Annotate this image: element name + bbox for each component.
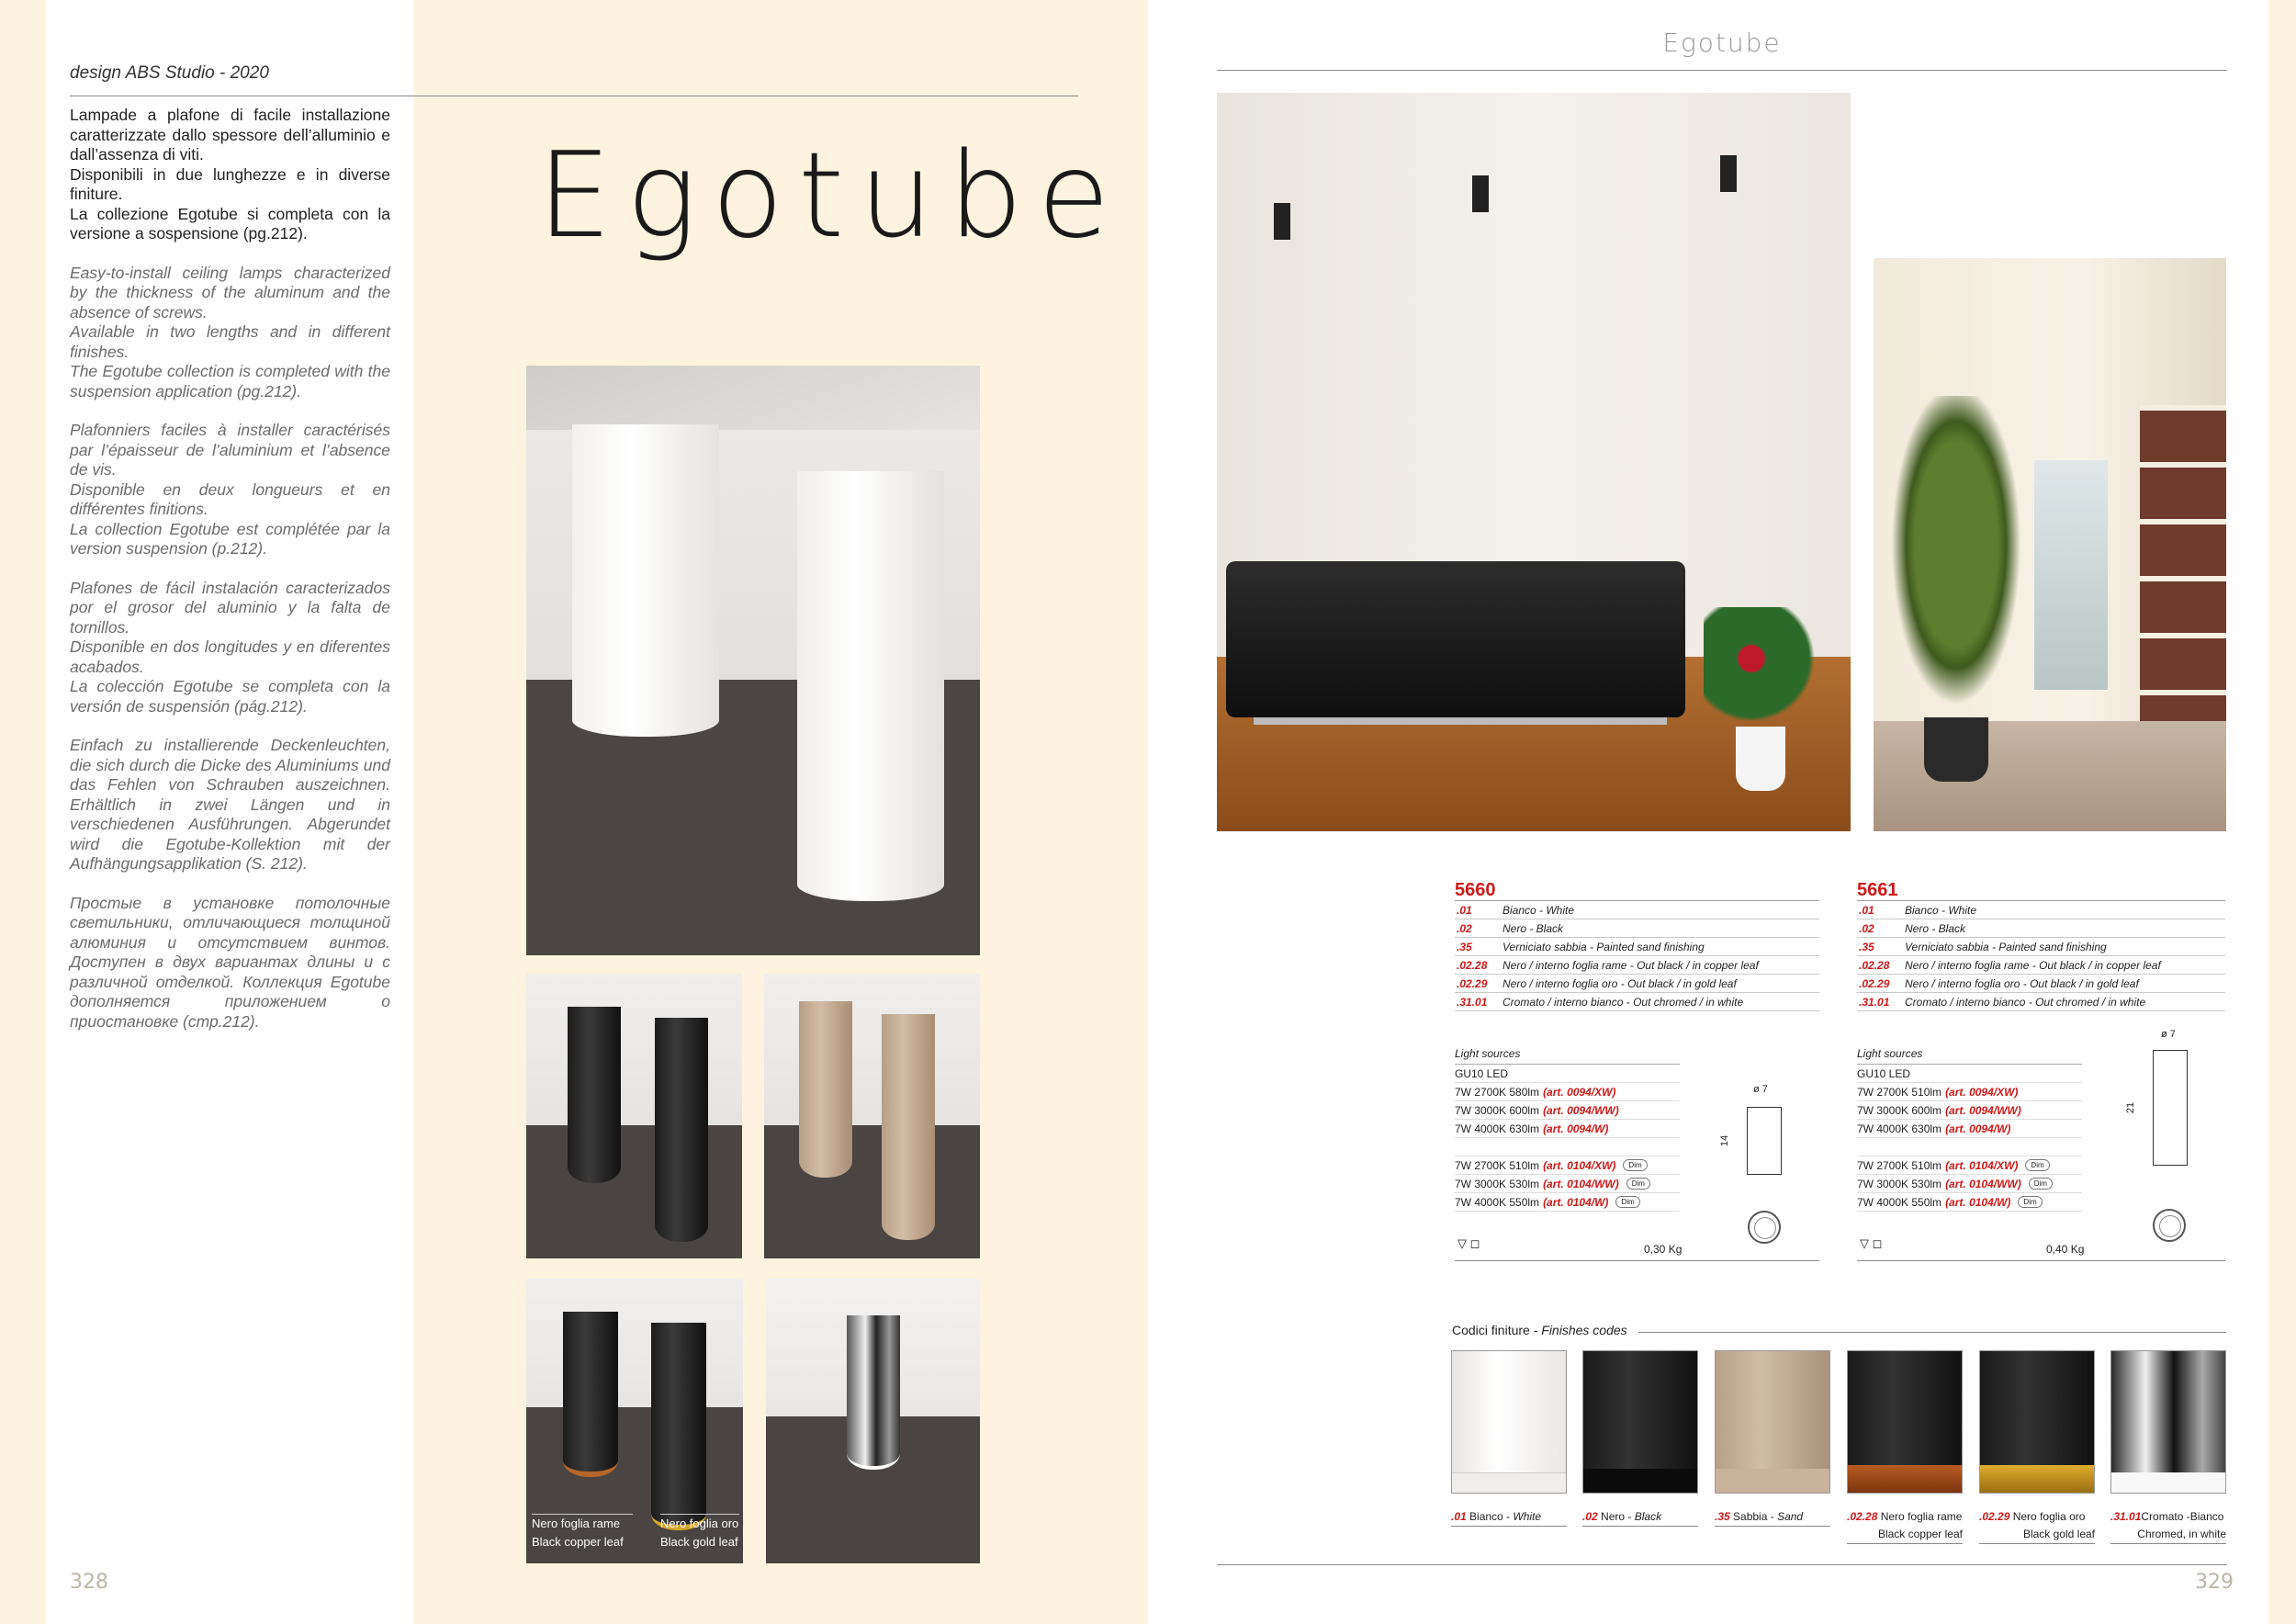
finish-row: [1455, 919, 1819, 938]
swatch-code: .01: [1451, 1510, 1467, 1523]
sofa-leg: [1254, 717, 1667, 725]
paragraph-ru: Простые в установке потолочные светильники, отличающиеся толщиной алюминия и отсутствием винтов. Доступен в двух вариантах длины и с различной отделкой. Коллекция Egotube дополняется приложением о приостановке (стр.212).: [70, 893, 390, 1031]
finish-label: Cromato / interno bianco - Out chromed / in white: [1503, 995, 1744, 1009]
description-column: [70, 106, 390, 1051]
photo-living-room: [1217, 93, 1851, 831]
photo-chrome-tube: [766, 1279, 980, 1563]
swatch-bottom-rim: [1980, 1465, 2095, 1493]
swatch-name-en: Black: [1634, 1510, 1662, 1523]
swatch-bottom-rim: [1583, 1469, 1698, 1493]
black-tube-short: [568, 1007, 621, 1183]
lamp-type: GU10 LED: [1455, 1065, 1680, 1083]
finish-label: Nero / interno foglia rame - Out black / in copper leaf: [1905, 958, 2161, 972]
sand-tube-long: [882, 1014, 935, 1240]
finish-code: .35: [1457, 940, 1472, 953]
finish-code: .01: [1859, 903, 1874, 917]
finish-code: .02: [1859, 921, 1874, 935]
page-number-right: 329: [2195, 1571, 2234, 1594]
tree-pot: [1924, 717, 1988, 782]
height-5661: 21: [2125, 1101, 2137, 1114]
dimmable-badge: Dim: [2029, 1178, 2053, 1190]
tree: [1883, 396, 2030, 727]
floor: [526, 1125, 742, 1258]
plant-pot: [1736, 727, 1785, 791]
source-art: (art. 0104/XW): [1945, 1158, 2019, 1172]
finish-code: .02.28: [1457, 958, 1488, 972]
swatch-bottom-rim: [1452, 1472, 1567, 1493]
swatch-label-gold: [1979, 1508, 2095, 1544]
swatch-label-sand: [1715, 1508, 1830, 1527]
light-sources-label: Light sources: [1455, 1047, 1680, 1065]
finish-row: [1857, 919, 2225, 938]
finish-row: [1455, 938, 1819, 956]
light-sources-label: Light sources: [1857, 1047, 2082, 1065]
black-tube-long: [655, 1018, 708, 1242]
finishes-codes-label-en: Finishes codes: [1541, 1323, 1627, 1337]
source-spec: 7W 2700K 510lm: [1455, 1158, 1540, 1172]
finishes-table-5660: [1455, 900, 1819, 1011]
swatch-bottom-rim: [1848, 1465, 1963, 1493]
swatch-name-en: Black copper leaf: [1877, 1528, 1963, 1540]
source-art: (art. 0094/WW): [1543, 1103, 1619, 1117]
right-header-rule: [1217, 70, 2227, 71]
finish-row: [1857, 975, 2225, 993]
source-spec: 7W 3000K 530lm: [1455, 1177, 1540, 1190]
finish-label: Bianco - White: [1503, 903, 1575, 917]
dimmable-badge: Dim: [2025, 1159, 2049, 1171]
finish-label: Nero / interno foglia rame - Out black / in copper leaf: [1503, 958, 1759, 972]
ceiling-spot-2: [1472, 175, 1489, 212]
f-triangle-icon: ▽: [1458, 1236, 1467, 1250]
source-row: [1857, 1120, 2082, 1138]
finish-label: Verniciato sabbia - Painted sand finishing: [1905, 940, 2107, 953]
source-row: [1455, 1175, 1680, 1193]
swatch-code: .31.01: [2110, 1510, 2142, 1523]
source-spec: 7W 3000K 600lm: [1455, 1103, 1540, 1117]
swatch-chrome: [2110, 1350, 2226, 1494]
photo-sand-tubes: [764, 974, 980, 1258]
finish-code: .02.28: [1859, 958, 1890, 972]
swatch-name: Nero -: [1601, 1510, 1635, 1523]
finish-row: [1455, 901, 1819, 919]
source-spec: 7W 2700K 510lm: [1857, 1158, 1942, 1172]
dimmable-badge: Dim: [2018, 1196, 2042, 1208]
finish-label: Nero / interno foglia oro - Out black / in gold leaf: [1905, 976, 2139, 990]
source-spec: 7W 2700K 580lm: [1455, 1085, 1540, 1099]
swatch-name: Sabbia -: [1733, 1510, 1778, 1523]
dimension-drawing-5660: [1747, 1107, 1782, 1175]
swatch-name: Nero foglia oro: [2012, 1510, 2086, 1523]
finish-label: Bianco - White: [1905, 903, 1977, 917]
source-spec: 7W 3000K 530lm: [1857, 1177, 1942, 1190]
source-spec: 7W 4000K 550lm: [1455, 1195, 1540, 1209]
source-row: [1455, 1101, 1680, 1120]
sand-tube-short: [799, 1001, 852, 1178]
source-art: (art. 0094/XW): [1945, 1085, 2019, 1099]
finish-row: [1455, 993, 1819, 1011]
product-title: Egotube: [537, 128, 1125, 265]
paragraph-de: Einfach zu installierende Deckenleuchten, die sich durch die Dicke des Aluminiums und das Fehlen von Schrauben auszeichnen. Erhältlich in zwei Längen und in verschiedenen Ausführungen. Abgerundet wird die Egotube-Kollektion mit der Aufhängungsapplikation (S. 212).: [70, 736, 390, 873]
ceiling: [526, 366, 980, 430]
caption-gold-en: Black gold leaf: [660, 1535, 738, 1549]
right-footer-rule: [1217, 1564, 2227, 1565]
finish-row: [1857, 956, 2225, 975]
ceiling-spot-1: [1274, 203, 1290, 240]
chrome-tube: [847, 1315, 900, 1470]
white-tube-short: [572, 424, 719, 737]
design-credit: design ABS Studio - 2020: [70, 63, 269, 83]
swatch-name: Cromato -Bianco: [2141, 1510, 2224, 1523]
swatch-gold: [1979, 1350, 2095, 1494]
swatch-bottom-rim: [2111, 1472, 2226, 1493]
caption-copper-it: Nero foglia rame: [532, 1517, 621, 1530]
swatch-copper: [1847, 1350, 1963, 1494]
swatch-code: .02.29: [1979, 1510, 2010, 1523]
photo-black-tubes: [526, 974, 742, 1258]
source-spec: 7W 4000K 550lm: [1857, 1195, 1942, 1209]
swatch-label-white: [1451, 1508, 1567, 1527]
light-sources-5661: [1857, 1047, 2082, 1212]
source-row: [1455, 1156, 1680, 1175]
finishes-codes-rule: [1638, 1332, 2226, 1333]
swatch-sand: [1715, 1350, 1830, 1494]
rating-icons-5661: [1860, 1236, 1882, 1251]
finish-code: .31.01: [1457, 995, 1488, 1009]
window: [2034, 460, 2108, 690]
finish-code: .02.29: [1457, 976, 1488, 990]
source-art: (art. 0094/WW): [1945, 1103, 2021, 1117]
weight-5660: 0,30 Kg: [1644, 1243, 1683, 1256]
f-triangle-icon: ▽: [1860, 1236, 1869, 1250]
swatch-bottom-rim: [1716, 1469, 1830, 1493]
class2-square-icon: ◻: [1469, 1236, 1480, 1250]
caption-copper: [532, 1514, 633, 1551]
swatch-label-copper: [1847, 1508, 1963, 1544]
top-view-5660-icon: [1748, 1211, 1781, 1244]
source-row: [1857, 1175, 2082, 1193]
source-row: [1455, 1120, 1680, 1138]
hero-photo-white-tubes: [526, 366, 980, 955]
diameter-5660: ø 7: [1753, 1084, 1768, 1095]
finish-row: [1857, 901, 2225, 919]
source-row: [1857, 1193, 2082, 1212]
finish-label: Nero / interno foglia oro - Out black / in gold leaf: [1503, 976, 1737, 990]
source-art: (art. 0104/XW): [1543, 1158, 1616, 1172]
source-art: (art. 0094/W): [1543, 1122, 1609, 1135]
swatch-label-chrome: [2110, 1508, 2226, 1544]
lamp-type: GU10 LED: [1857, 1065, 2082, 1083]
photo-corridor: [1874, 258, 2226, 831]
finish-code: .02: [1457, 921, 1472, 935]
weight-5661: 0,40 Kg: [2046, 1243, 2085, 1256]
product-code-5660: 5660: [1455, 880, 1496, 900]
swatch-code: .35: [1715, 1510, 1730, 1523]
finish-code: .01: [1457, 903, 1472, 917]
product-code-5661: 5661: [1857, 880, 1898, 900]
gold-leaf-tube: [651, 1323, 706, 1530]
class2-square-icon: ◻: [1872, 1236, 1883, 1250]
finish-code: .35: [1859, 940, 1874, 953]
ceiling-spot-3: [1720, 155, 1737, 192]
source-art: (art. 0094/XW): [1543, 1085, 1616, 1099]
finish-row: [1857, 938, 2225, 956]
paragraph-en: Easy-to-install ceiling lamps characterized by the thickness of the aluminum and the absence of screws. Available in two lengths and in different finishes. The Egotube collection is completed with the suspension application (pg.212).: [70, 263, 390, 400]
swatch-name-en: Chromed, in white: [2137, 1528, 2226, 1540]
finish-label: Cromato / interno bianco - Out chromed / in white: [1905, 995, 2146, 1009]
source-spacer: [1455, 1138, 1680, 1156]
dimmable-badge: Dim: [1623, 1159, 1647, 1171]
source-row: [1857, 1101, 2082, 1120]
swatch-label-black: [1582, 1508, 1698, 1527]
dimmable-badge: Dim: [1626, 1178, 1650, 1190]
photo-copper-gold-tubes: [526, 1279, 743, 1563]
dimension-drawing-5661: [2153, 1050, 2188, 1166]
dimmable-badge: Dim: [1615, 1196, 1639, 1208]
light-sources-5660: [1455, 1047, 1680, 1212]
source-art: (art. 0094/W): [1945, 1122, 2011, 1135]
product-bottom-rule-5660: [1455, 1260, 1819, 1261]
paragraph-fr: Plafonniers faciles à installer caractérisés par l’épaisseur de l’aluminium et l’absence de vis. Disponible en deux longueurs et en différentes finitions. La collection Egotube est complétée par la version suspension (p.212).: [70, 421, 390, 558]
white-tube-long: [797, 471, 944, 901]
source-row: [1455, 1083, 1680, 1101]
source-art: (art. 0104/WW): [1945, 1177, 2021, 1190]
source-art: (art. 0104/W): [1945, 1195, 2011, 1209]
paragraph-it: Lampade a plafone di facile installazione caratterizzate dallo spessore dell’alluminio e dall’assenza di viti. Disponibili in due lunghezze e in diverse finiture. La collezione Egotube si completa con la versione a sospensione (pg.212).: [70, 106, 390, 242]
diameter-5661: ø 7: [2161, 1029, 2176, 1040]
finishes-table-5661: [1857, 900, 2225, 1011]
swatch-name-en: Black gold leaf: [2022, 1528, 2095, 1540]
swatch-name: Nero foglia rame: [1880, 1510, 1963, 1523]
plant-leaves: [1704, 607, 1823, 736]
source-spec: 7W 2700K 510lm: [1857, 1085, 1942, 1099]
header-title: Egotube: [1662, 28, 1782, 58]
black-sofa: [1226, 561, 1685, 717]
caption-copper-en: Black copper leaf: [532, 1535, 624, 1549]
source-row: [1455, 1193, 1680, 1212]
source-spec: 7W 4000K 630lm: [1455, 1122, 1540, 1135]
finish-row: [1857, 993, 2225, 1011]
finish-row: [1455, 975, 1819, 993]
swatch-name-en: White: [1513, 1510, 1542, 1523]
caption-gold-it: Nero foglia oro: [660, 1517, 739, 1530]
finishes-codes-label-it: Codici finiture -: [1452, 1323, 1538, 1337]
swatch-black: [1582, 1350, 1698, 1494]
product-bottom-rule-5661: [1857, 1260, 2225, 1261]
source-spec: 7W 4000K 630lm: [1857, 1122, 1942, 1135]
finish-code: .02.29: [1859, 976, 1890, 990]
finishes-codes-heading: [1452, 1323, 1627, 1337]
source-art: (art. 0104/WW): [1543, 1177, 1619, 1190]
finish-row: [1455, 956, 1819, 975]
finish-label: Nero - Black: [1503, 921, 1564, 935]
height-5660: 14: [1719, 1134, 1731, 1147]
source-row: [1857, 1156, 2082, 1175]
finish-label: Verniciato sabbia - Painted sand finishing: [1503, 940, 1705, 953]
finish-code: .31.01: [1859, 995, 1890, 1009]
swatch-name: Bianco -: [1469, 1510, 1514, 1523]
swatch-white: [1451, 1350, 1567, 1494]
copper-leaf-tube: [563, 1312, 618, 1477]
caption-gold: [660, 1514, 739, 1551]
rating-icons-5660: [1458, 1236, 1480, 1251]
source-spacer: [1857, 1138, 2082, 1156]
swatch-name-en: Sand: [1777, 1510, 1804, 1523]
top-view-5661-icon: [2153, 1209, 2186, 1242]
source-row: [1857, 1083, 2082, 1101]
paragraph-es: Plafones de fácil instalación caracterizados por el grosor del aluminio y la falta de tornillos. Disponible en dos longitudes y en diferentes acabados. La colección Egotube se completa con la versión de suspensión (pág.212).: [70, 578, 390, 716]
page-number-left: 328: [70, 1571, 108, 1594]
floor: [764, 1125, 980, 1258]
finish-label: Nero - Black: [1905, 921, 1966, 935]
swatch-code: .02: [1582, 1510, 1598, 1523]
source-spec: 7W 3000K 600lm: [1857, 1103, 1942, 1117]
swatch-code: .02.28: [1847, 1510, 1878, 1523]
source-art: (art. 0104/W): [1543, 1195, 1609, 1209]
